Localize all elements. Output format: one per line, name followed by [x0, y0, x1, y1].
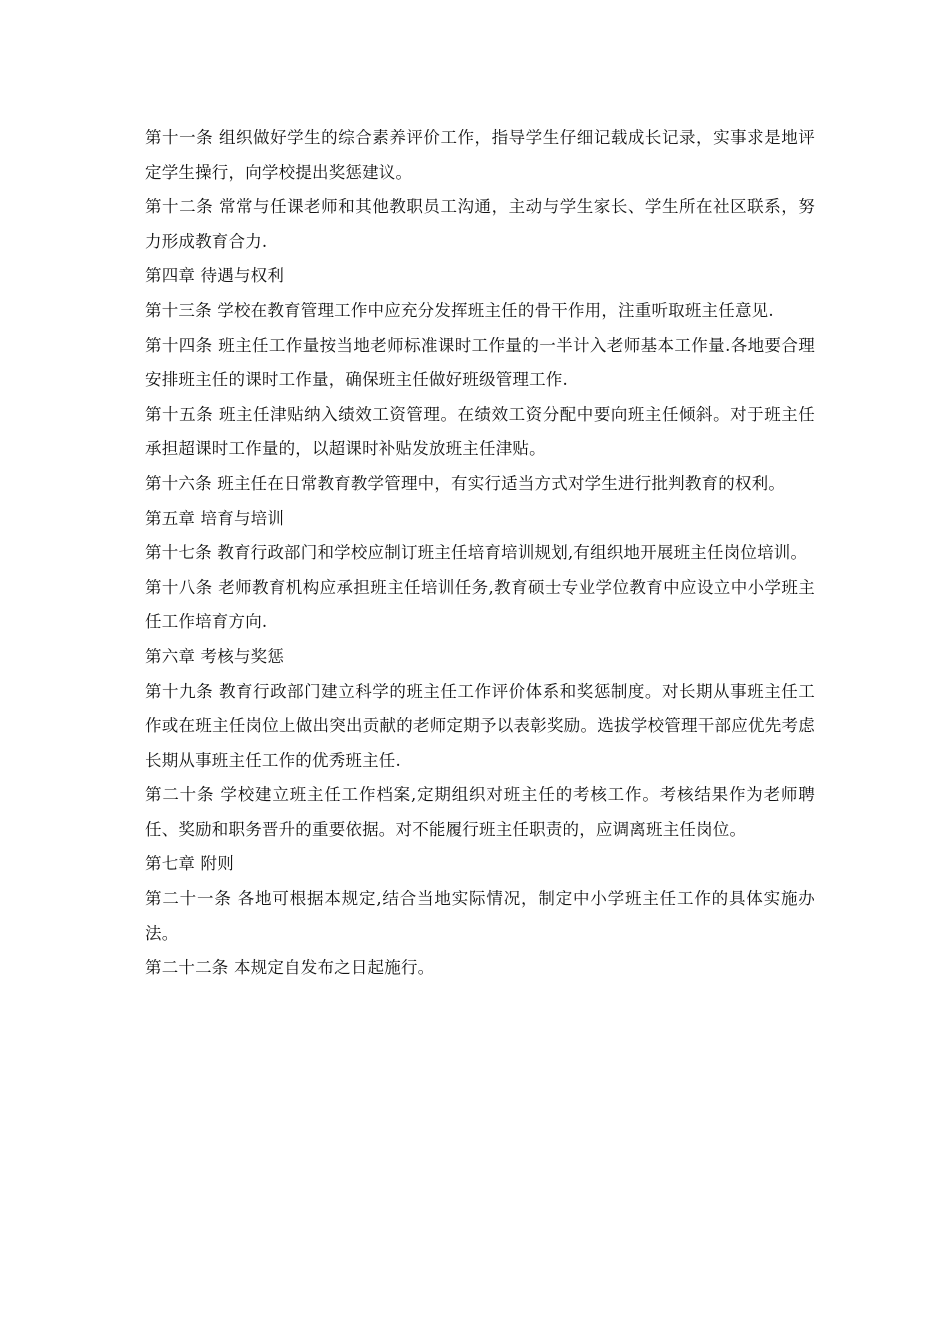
- article-16: 第十六条 班主任在日常教育教学管理中，有实行适当方式对学生进行批判教育的权利。: [145, 473, 786, 493]
- chapter-7-heading: 第七章 附则: [145, 854, 234, 874]
- article-18: 第十八条 老师教育机构应承担班主任培训任务,教育硕士专业学位教育中应设立中小学班主任工作培育方向.: [145, 577, 815, 632]
- chapter-6-heading: 第六章 考核与奖惩: [145, 646, 285, 666]
- article-19: 第十九条 教育行政部门建立科学的班主任工作评价体系和奖惩制度。对长期从事班主任工作或在班主任岗位上做出突出贡献的老师定期予以表彰奖励。选拔学校管理干部应优先考虑长期从事班主任工作的优秀班主任.: [145, 681, 815, 770]
- chapter-5-heading: 第五章 培育与培训: [145, 508, 285, 528]
- article-12: 第十二条 常常与任课老师和其他教职员工沟通，主动与学生家长、学生所在社区联系，努力形成教育合力.: [145, 197, 815, 251]
- article-22: 第二十二条 本规定自发布之日起施行。: [145, 958, 435, 978]
- article-20: 第二十条 学校建立班主任工作档案,定期组织对班主任的考核工作。考核结果作为老师聘任、奖励和职务晋升的重要依据。对不能履行班主任职责的，应调离班主任岗位。: [145, 785, 815, 839]
- article-21: 第二十一条 各地可根据本规定,结合当地实际情况，制定中小学班主任工作的具体实施办法。: [145, 889, 815, 943]
- article-11: 第十一条 组织做好学生的综合素养评价工作，指导学生仔细记载成长记录，实事求是地评定学生操行，向学校提出奖惩建议。: [145, 128, 815, 182]
- article-15: 第十五条 班主任津贴纳入绩效工资管理。在绩效工资分配中要向班主任倾斜。对于班主任承担超课时工作量的，以超课时补贴发放班主任津贴。: [145, 404, 815, 459]
- chapter-4-heading: 第四章 待遇与权利: [145, 266, 285, 286]
- article-13: 第十三条 学校在教育管理工作中应充分发挥班主任的骨干作用，注重听取班主任意见.: [145, 300, 774, 320]
- document-body: [145, 121, 815, 986]
- article-17: 第十七条 教育行政部门和学校应制订班主任培育培训规划,有组织地开展班主任岗位培训。: [145, 543, 808, 563]
- article-14: 第十四条 班主任工作量按当地老师标准课时工作量的一半计入老师基本工作量.各地要合理安排班主任的课时工作量，确保班主任做好班级管理工作.: [145, 335, 815, 390]
